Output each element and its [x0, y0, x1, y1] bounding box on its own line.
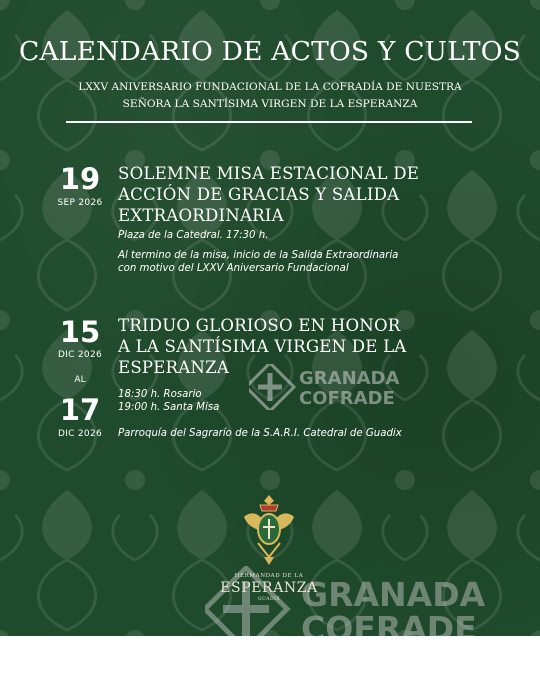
crest-icon [238, 491, 300, 569]
event2-time-line: 19:00 h. Santa Misa [118, 402, 220, 413]
event1-location: Plaza de la Catedral. 17:30 h. [118, 230, 269, 241]
event1-note-line: con motivo del LXXV Aniversario Fundacional [118, 263, 349, 274]
event2-end-day: 17 [59, 393, 101, 427]
divider [66, 121, 472, 123]
event2-range-word: AL [74, 375, 86, 385]
brand-small-line: HERMANDAD DE LA [234, 573, 304, 579]
event2-title-line: TRIDUO GLORIOSO EN HONOR [118, 316, 401, 335]
page-title: CALENDARIO DE ACTOS Y CULTOS [18, 36, 522, 67]
event2-time-line: 18:30 h. Rosario [118, 389, 202, 400]
event1-title-line: SOLEMNE MISA ESTACIONAL DE [118, 164, 420, 183]
watermark-text-line: COFRADE [299, 388, 395, 409]
watermark-logo-small [249, 364, 419, 410]
event2-location: Parroquía del Sagrarío de la S.A.R.I. Catedral de Guadix [118, 428, 402, 439]
event1-note-line: Al termino de la misa, inicio de la Salida Extraordinaria [118, 250, 399, 261]
event2-start-month: DIC 2026 [57, 350, 103, 360]
brand-location: GUADIX [257, 597, 281, 602]
watermark-text-line: COFRADE [301, 609, 477, 648]
watermark-cross-icon [249, 364, 294, 410]
brand-wordmark [210, 572, 328, 603]
event1-day: 19 [59, 162, 101, 196]
subtitle-line-2: SEÑORA LA SANTÍSIMA VIRGEN DE LA ESPERANZA [122, 98, 418, 110]
event2-title-line: ESPERANZA [118, 358, 230, 377]
subtitle [60, 79, 480, 113]
subtitle-line-1: LXXV ANIVERSARIO FUNDACIONAL DE LA COFRADÍA DE NUESTRA [78, 81, 462, 93]
watermark-text-line: GRANADA [299, 368, 400, 389]
event1-title-line: ACCIÓN DE GRACIAS Y SALIDA [118, 185, 400, 204]
event1-month: SEP 2026 [57, 198, 103, 208]
event2-start-day: 15 [59, 315, 101, 349]
event2-title-line: A LA SANTÍSIMA VIRGEN DE LA [118, 337, 407, 356]
event1-title-line: EXTRAORDINARIA [118, 206, 284, 225]
watermark-text-line: GRANADA [301, 575, 486, 614]
event1-title [118, 163, 463, 226]
brand-name: ESPERANZA [220, 580, 318, 596]
event2-end-month: DIC 2026 [57, 429, 103, 439]
